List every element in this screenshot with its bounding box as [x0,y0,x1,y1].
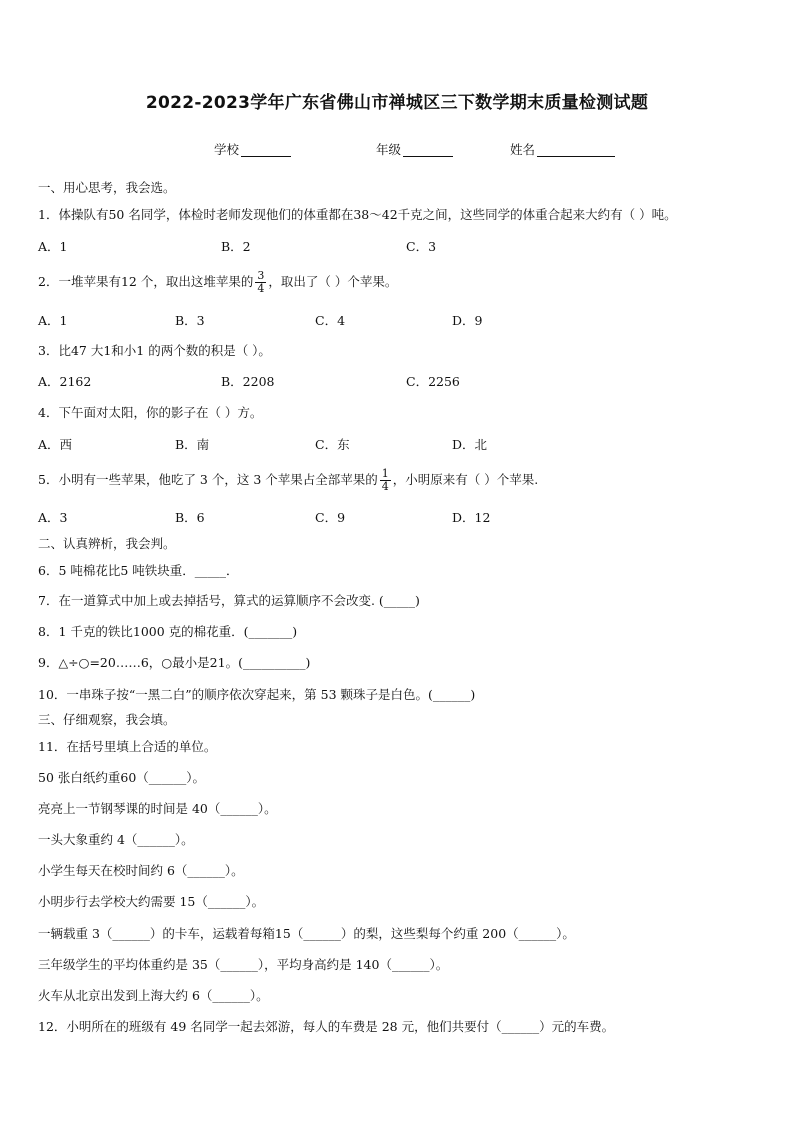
q3-option-c[interactable]: C．2256 [406,374,460,389]
question-4: 4．下午面对太阳，你的影子在（ ）方。 [38,405,263,420]
grade-field [376,140,453,158]
q2-text-after: ，取出了（ ）个苹果。 [268,274,398,289]
q5-option-d[interactable]: D．12 [452,510,491,525]
question-5 [38,464,538,496]
q2-option-c[interactable]: C．4 [315,313,346,328]
q3-option-b[interactable]: B．2208 [221,374,275,389]
question-1: 1．体操队有50 名同学，体检时老师发现他们的体重都在38～42千克之间，这些同学的体重合起来大约有（ ）吨。 [38,207,677,222]
school-field [214,140,291,158]
q2-text-before: 2．一堆苹果有12 个，取出这堆苹果的 [38,274,254,289]
question-12: 12．小明所在的班级有 49 名同学一起去郊游，每人的车费是 28 元，他们共要付（______）元的车费。 [38,1019,615,1034]
q11-line: 50 张白纸约重60（______）。 [38,770,206,785]
name-label: 姓名 [510,142,536,157]
q11-line: 亮亮上一节钢琴课的时间是 40（______）。 [38,801,277,816]
page-title: 2022-2023学年广东省佛山市禅城区三下数学期末质量检测试题 [145,93,649,113]
q5-text-after: ，小明原来有（ ）个苹果. [392,472,539,487]
q4-option-d[interactable]: D．北 [452,437,488,452]
q11-line: 火车从北京出发到上海大约 6（______）。 [38,988,269,1003]
q1-option-a[interactable]: A．1 [38,239,68,254]
q5-fraction: $\frac{1}{4}$ [381,467,389,493]
q5-text-before: 5．小明有一些苹果，他吃了 3 个，这 3 个苹果占全部苹果的 [38,472,378,487]
q1-option-b[interactable]: B．2 [221,239,251,254]
grade-blank[interactable] [403,142,453,157]
school-blank[interactable] [241,142,291,157]
q5-option-b[interactable]: B．6 [175,510,205,525]
q11-line: 小学生每天在校时间约 6（______）。 [38,863,244,878]
name-field [510,140,615,158]
question-3: 3．比47 大1和小1 的两个数的积是（ ）。 [38,343,271,358]
question-6: 6．5 吨棉花比5 吨铁块重．_____． [38,563,239,578]
q11-line: 小明步行去学校大约需要 15（______）。 [38,894,265,909]
question-9: 9．△÷○=20……6，○最小是21。(__________) [38,655,311,670]
q2-option-b[interactable]: B．3 [175,313,205,328]
q11-line: 一头大象重约 4（______）。 [38,832,194,847]
q11-line: 三年级学生的平均体重约是 35（______），平均身高约是 140（______）。 [38,957,449,972]
section-heading-3: 三、仔细观察，我会填。 [38,712,176,727]
q2-fraction: $\frac{3}{4}$ [257,269,265,295]
section-heading-1: 一、用心思考，我会选。 [38,180,176,195]
q2-option-d[interactable]: D．9 [452,313,483,328]
q5-option-c[interactable]: C．9 [315,510,346,525]
q4-option-a[interactable]: A．西 [38,437,73,452]
q2-option-a[interactable]: A．1 [38,313,68,328]
question-8: 8．1 千克的铁比1000 克的棉花重．(_______) [38,624,298,639]
q11-line: 一辆载重 3（______）的卡车，运载着每箱15（______）的梨，这些梨每个约重 200（______）。 [38,926,575,941]
q1-option-c[interactable]: C．3 [406,239,437,254]
grade-label: 年级 [376,142,402,157]
question-11: 11．在括号里填上合适的单位。 [38,739,217,754]
q5-option-a[interactable]: A．3 [38,510,68,525]
question-7: 7．在一道算式中加上或去掉括号，算式的运算顺序不会改变. (_____) [38,593,420,608]
section-heading-2: 二、认真辨析，我会判。 [38,536,176,551]
name-blank[interactable] [537,142,615,157]
school-label: 学校 [214,142,240,157]
question-10: 10．一串珠子按“一黑二白”的顺序依次穿起来，第 53 颗珠子是白色。(______) [38,687,476,702]
question-2 [38,266,397,298]
q4-option-c[interactable]: C．东 [315,437,350,452]
q3-option-a[interactable]: A．2162 [38,374,92,389]
q4-option-b[interactable]: B．南 [175,437,210,452]
